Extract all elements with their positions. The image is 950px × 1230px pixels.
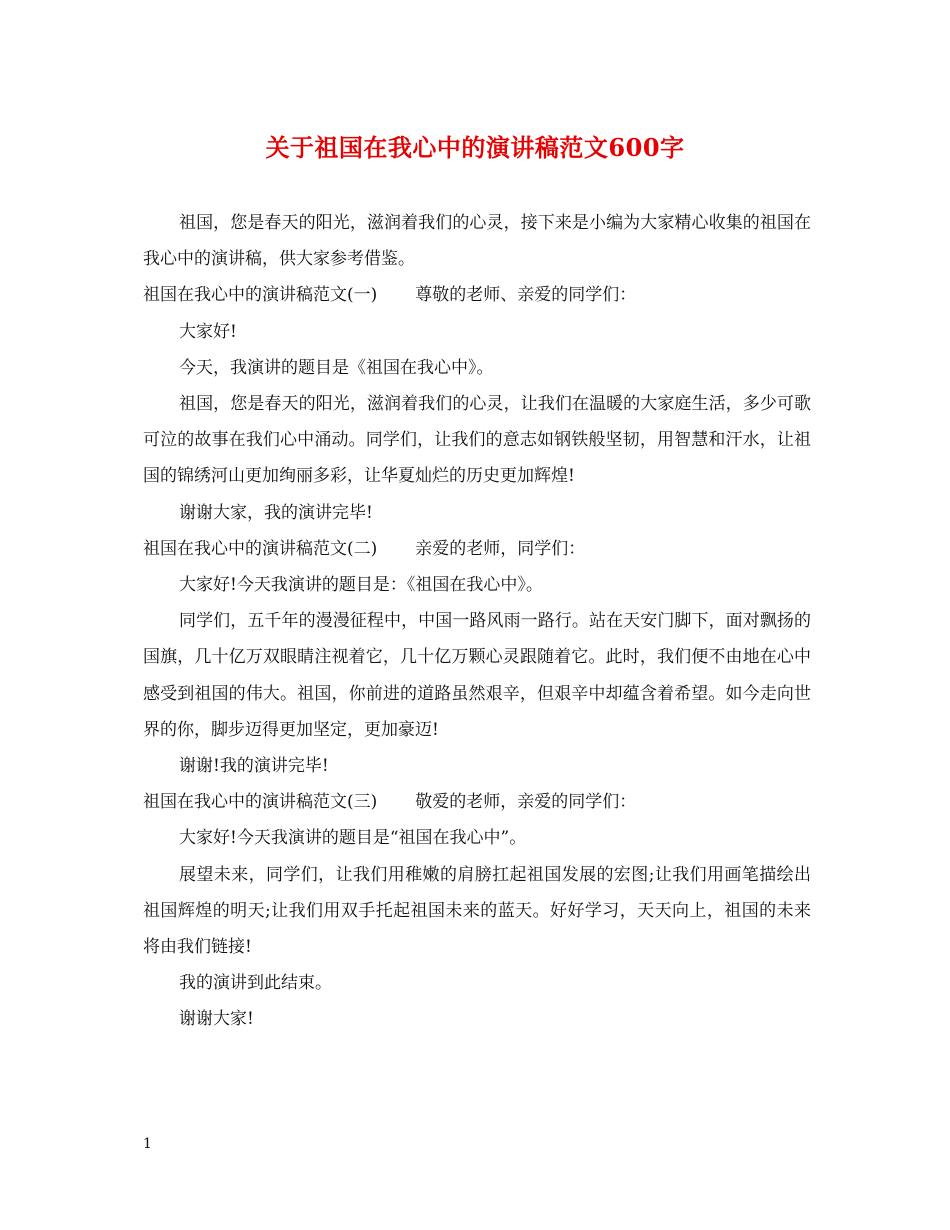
paragraph: 今天，我演讲的题目是《祖国在我心中》。 (179, 357, 494, 378)
section-heading: 祖国在我心中的演讲稿范文(一) (143, 285, 378, 306)
paragraph: 大家好! (179, 321, 237, 342)
paragraph: 大家好!今天我演讲的题目是“祖国在我心中”。 (179, 828, 527, 849)
section-heading-line (143, 277, 811, 313)
paragraph: 谢谢大家，我的演讲完毕! (179, 502, 373, 523)
paragraph: 谢谢大家! (179, 1009, 254, 1030)
intro-paragraph: 祖国，您是春天的阳光，滋润着我们的心灵，接下来是小编为大家精心收集的祖国在我心中的演讲稿，供大家参考借鉴。 (143, 213, 811, 270)
section-salutation: 敬爱的老师，亲爱的同学们： (415, 792, 637, 813)
section-salutation: 亲爱的老师，同学们： (415, 538, 586, 559)
page-number: 1 (143, 1136, 152, 1152)
paragraph: 大家好!今天我演讲的题目是：《祖国在我心中》。 (179, 575, 543, 596)
paragraph: 同学们，五千年的漫漫征程中，中国一路风雨一路行。站在天安门脚下，面对飘扬的国旗，几十亿万双眼睛注视着它，几十亿万颗心灵跟随着它。此时，我们便不由地在心中感受到祖国的伟大。祖国，你前进的道路虽然艰辛，但艰辛中却蕴含着希望。如今走向世界的你，脚步迈得更加坚定，更加豪迈! (143, 611, 811, 740)
paragraph: 我的演讲到此结束。 (179, 973, 332, 994)
paragraph: 展望未来，同学们，让我们用稚嫩的肩膀扛起祖国发展的宏图;让我们用画笔描绘出祖国辉煌的明天;让我们用双手托起祖国未来的蓝天。好好学习，天天向上，祖国的未来将由我们链接! (143, 864, 811, 958)
section-heading: 祖国在我心中的演讲稿范文(二) (143, 538, 378, 559)
section-heading: 祖国在我心中的演讲稿范文(三) (143, 792, 378, 813)
paragraph: 谢谢!我的演讲完毕! (179, 756, 329, 777)
paragraph: 祖国，您是春天的阳光，滋润着我们的心灵，让我们在温暖的大家庭生活，多少可歌可泣的故事在我们心中涌动。同学们，让我们的意志如钢铁般坚韧，用智慧和汗水，让祖国的锦绣河山更加绚丽多彩，让华夏灿烂的历史更加辉煌! (143, 394, 811, 487)
section-2 (143, 531, 811, 784)
section-heading-line (143, 531, 811, 567)
section-salutation: 尊敬的老师、亲爱的同学们： (415, 285, 637, 306)
section-1 (143, 277, 811, 530)
section-heading-line (143, 784, 811, 820)
document-title: 关于祖国在我心中的演讲稿范文600字 (265, 133, 685, 162)
document-body (143, 205, 811, 1038)
section-3 (143, 784, 811, 1037)
